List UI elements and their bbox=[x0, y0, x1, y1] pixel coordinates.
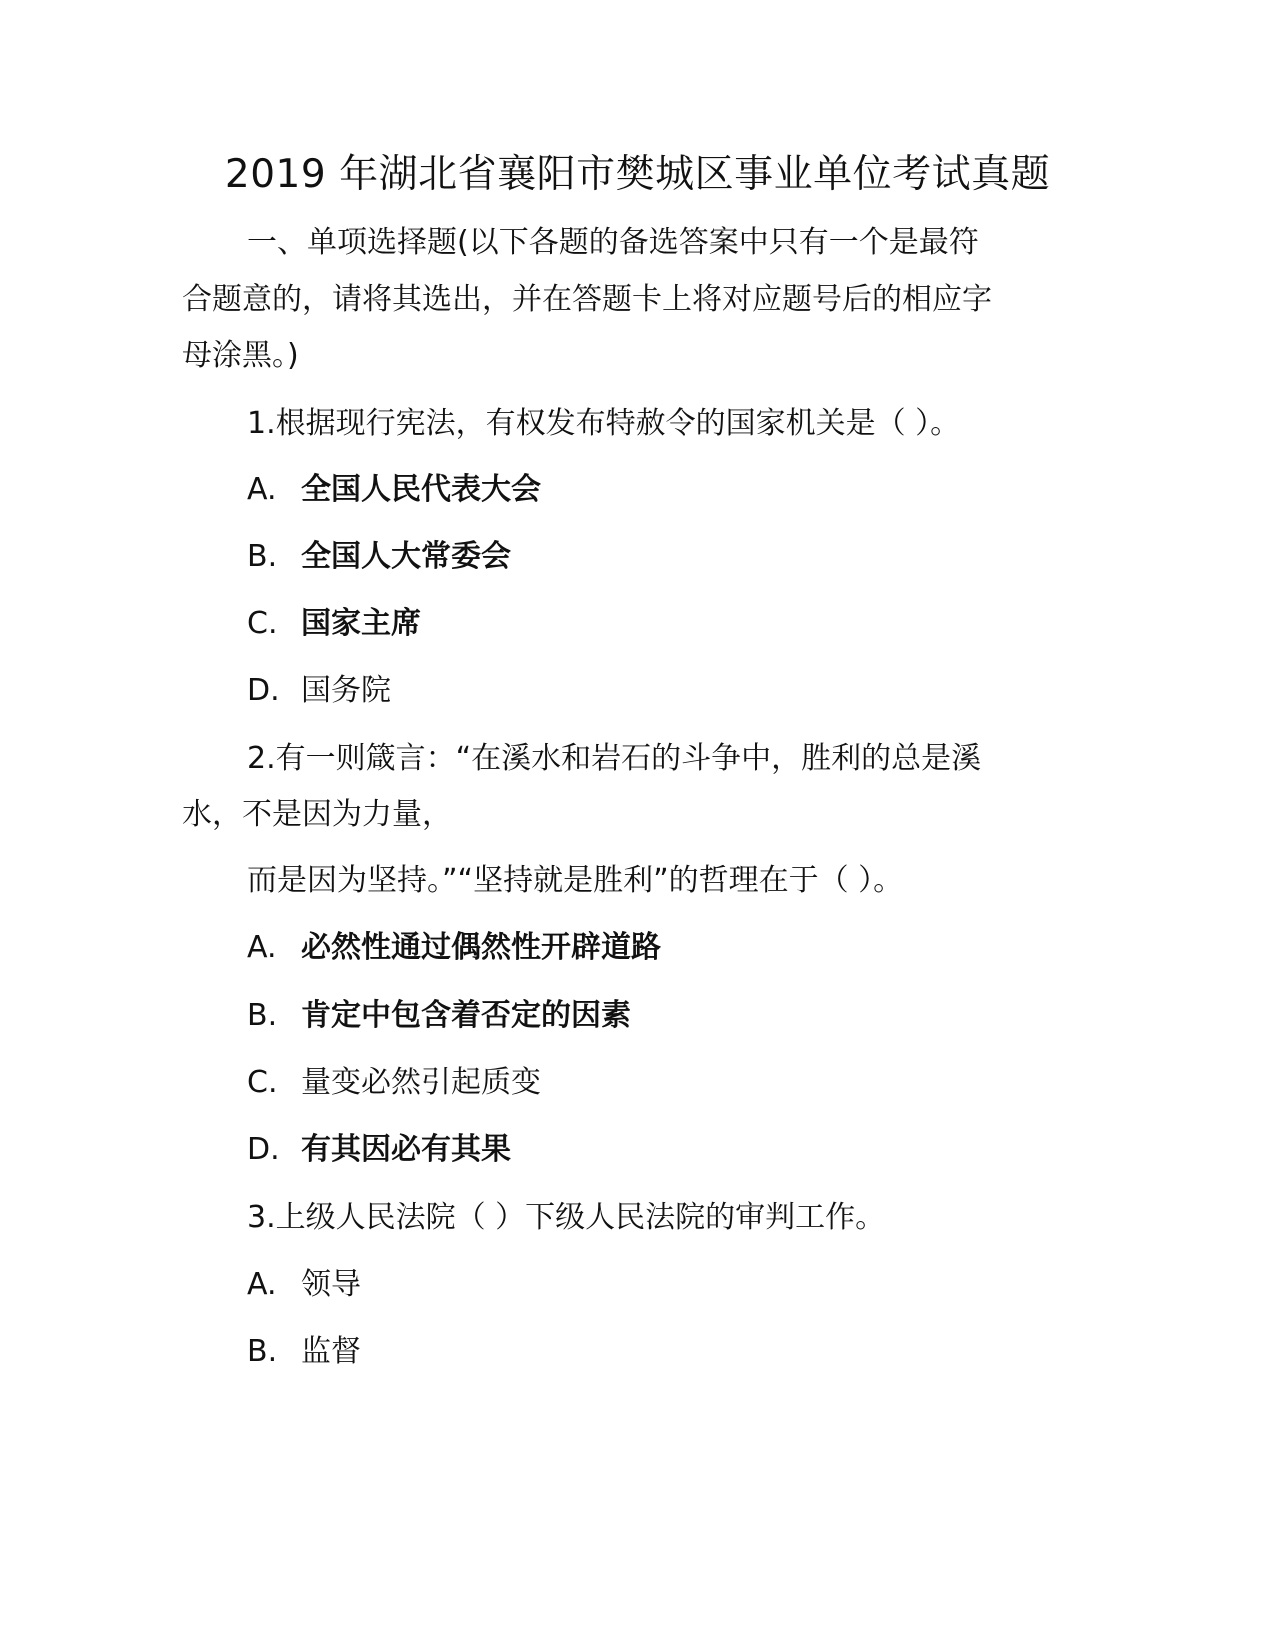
option-text: 国务院 bbox=[301, 673, 391, 708]
option-letter: A. bbox=[247, 930, 277, 965]
option-text: 领导 bbox=[301, 1267, 361, 1302]
option-text: 有其因必有其果 bbox=[301, 1132, 511, 1167]
question-2-option-b bbox=[247, 995, 631, 1037]
question-1-option-b bbox=[247, 536, 511, 578]
instructions-line-3: 母涂黑。) bbox=[182, 338, 299, 373]
option-text: 全国人民代表大会 bbox=[301, 472, 541, 507]
option-text: 肯定中包含着否定的因素 bbox=[301, 998, 631, 1033]
question-3-stem: 3.上级人民法院（ ）下级人民法院的审判工作。 bbox=[247, 1200, 886, 1235]
instructions-line-1: 一、单项选择题(以下各题的备选答案中只有一个是最符 bbox=[247, 225, 979, 260]
instructions-line-2: 合题意的，请将其选出，并在答题卡上将对应题号后的相应字 bbox=[182, 282, 992, 317]
option-letter: A. bbox=[247, 1267, 277, 1302]
option-letter: D. bbox=[247, 1132, 280, 1167]
question-2-stem-line-1: 2.有一则箴言：“在溪水和岩石的斗争中，胜利的总是溪 bbox=[247, 741, 982, 776]
option-text: 量变必然引起质变 bbox=[301, 1065, 541, 1100]
option-letter: A. bbox=[247, 472, 277, 507]
question-1-option-d bbox=[247, 670, 391, 712]
option-text: 全国人大常委会 bbox=[301, 539, 511, 574]
option-letter: B. bbox=[247, 1334, 278, 1369]
question-3-option-b bbox=[247, 1331, 361, 1373]
question-1-option-c bbox=[247, 603, 421, 645]
question-1-option-a bbox=[247, 469, 541, 511]
option-text: 国家主席 bbox=[301, 606, 421, 641]
option-text: 必然性通过偶然性开辟道路 bbox=[301, 930, 661, 965]
option-letter: B. bbox=[247, 539, 278, 574]
question-1-stem: 1.根据现行宪法，有权发布特赦令的国家机关是（ ）。 bbox=[247, 406, 961, 441]
option-letter: B. bbox=[247, 998, 278, 1033]
question-2-stem-line-3: 而是因为坚持。”“坚持就是胜利”的哲理在于（ ）。 bbox=[247, 863, 904, 898]
page-title: 2019 年湖北省襄阳市樊城区事业单位考试真题 bbox=[224, 152, 1051, 197]
option-letter: D. bbox=[247, 673, 280, 708]
question-2-stem-line-2: 水，不是因为力量， bbox=[182, 797, 452, 832]
option-letter: C. bbox=[247, 1065, 278, 1100]
question-2-option-d bbox=[247, 1129, 511, 1171]
question-2-option-a bbox=[247, 927, 661, 969]
question-3-option-a bbox=[247, 1264, 361, 1306]
option-letter: C. bbox=[247, 606, 278, 641]
question-2-option-c bbox=[247, 1062, 541, 1104]
option-text: 监督 bbox=[301, 1334, 361, 1369]
